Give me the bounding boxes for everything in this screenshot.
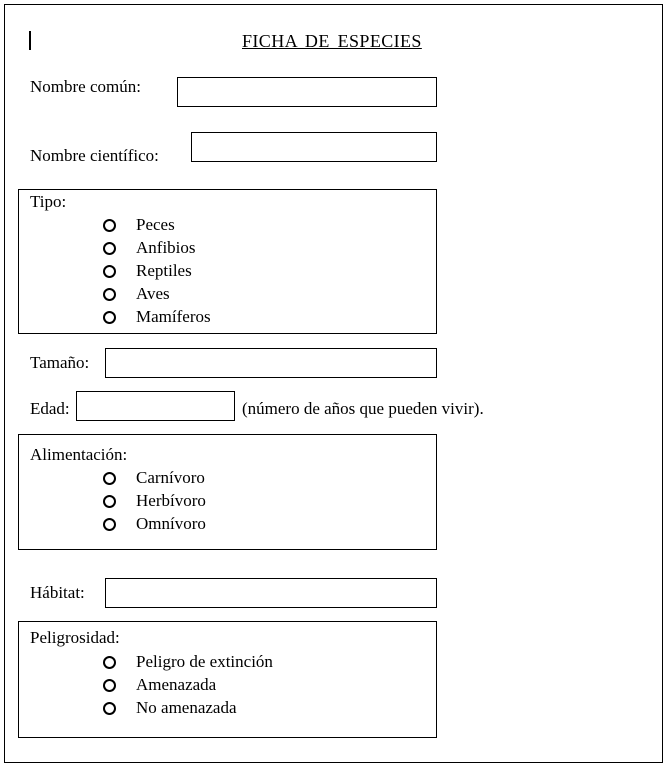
option-label: Mamíferos [136, 307, 211, 326]
edad-label: Edad: [30, 399, 70, 418]
radio-icon[interactable] [103, 656, 116, 669]
radio-icon[interactable] [103, 265, 116, 278]
radio-option-aves[interactable] [103, 284, 170, 304]
text-cursor [29, 31, 31, 50]
option-label: Anfibios [136, 238, 196, 257]
radio-icon[interactable] [103, 472, 116, 485]
radio-option-peces[interactable] [103, 215, 175, 235]
edad-field[interactable] [76, 391, 235, 421]
tipo-label: Tipo: [30, 192, 67, 211]
edad-note: (número de años que pueden vivir). [242, 399, 484, 418]
radio-icon[interactable] [103, 702, 116, 715]
radio-option-mamiferos[interactable] [103, 307, 211, 327]
peligrosidad-label: Peligrosidad: [30, 628, 120, 647]
radio-option-no-amenazada[interactable] [103, 698, 237, 718]
option-label: Amenazada [136, 675, 217, 694]
radio-option-anfibios[interactable] [103, 238, 196, 258]
option-label: No amenazada [136, 698, 237, 717]
radio-icon[interactable] [103, 311, 116, 324]
tamano-label: Tamaño: [30, 353, 90, 372]
habitat-field[interactable] [105, 578, 437, 608]
option-label: Herbívoro [136, 491, 206, 510]
alimentacion-label: Alimentación: [30, 445, 128, 464]
radio-option-herbivoro[interactable] [103, 491, 206, 511]
tipo-box [18, 189, 437, 334]
option-label: Aves [136, 284, 170, 303]
nombre-comun-field[interactable] [177, 77, 437, 107]
option-label: Peces [136, 215, 175, 234]
option-label: Omnívoro [136, 514, 206, 533]
radio-icon[interactable] [103, 518, 116, 531]
nombre-comun-label: Nombre común: [30, 77, 141, 96]
radio-option-peligro-de-extincion[interactable] [103, 652, 273, 672]
radio-option-omnivoro[interactable] [103, 514, 206, 534]
radio-icon[interactable] [103, 679, 116, 692]
habitat-label: Hábitat: [30, 583, 85, 602]
page-title: FICHA DE ESPECIES [242, 31, 422, 51]
radio-option-carnivoro[interactable] [103, 468, 205, 488]
tamano-field[interactable] [105, 348, 437, 378]
radio-icon[interactable] [103, 219, 116, 232]
nombre-cientifico-field[interactable] [191, 132, 437, 162]
option-label: Reptiles [136, 261, 192, 280]
option-label: Peligro de extinción [136, 652, 273, 671]
radio-icon[interactable] [103, 495, 116, 508]
radio-icon[interactable] [103, 242, 116, 255]
alimentacion-box [18, 434, 437, 550]
radio-icon[interactable] [103, 288, 116, 301]
peligrosidad-box [18, 621, 437, 738]
option-label: Carnívoro [136, 468, 205, 487]
radio-option-amenazada[interactable] [103, 675, 216, 695]
radio-option-reptiles[interactable] [103, 261, 192, 281]
nombre-cientifico-label: Nombre científico: [30, 146, 159, 165]
